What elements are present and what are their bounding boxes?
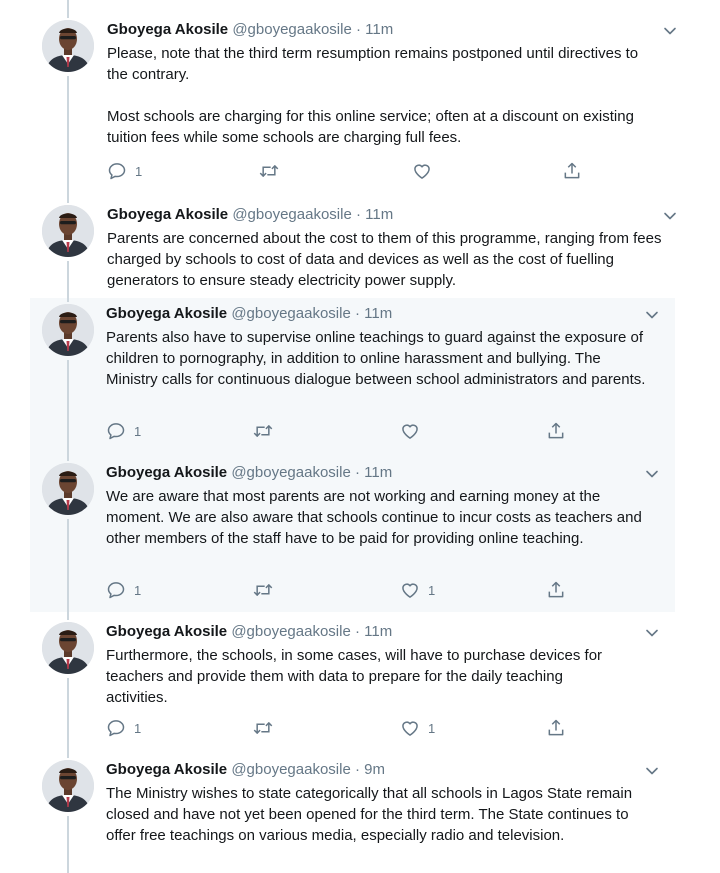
separator-dot: · bbox=[355, 21, 361, 38]
thread-line bbox=[67, 678, 69, 752]
reply-button[interactable] bbox=[107, 160, 142, 182]
tweet-header bbox=[106, 463, 392, 483]
tweet-paragraph: Parents are concerned about the cost to them of this programme, ranging from fees charged by schools to cost of data and devices as well as the cost of fuelling generators to ensure steady electricity power supply. bbox=[107, 230, 662, 289]
reply-count: 1 bbox=[134, 423, 142, 439]
like-button[interactable] bbox=[400, 717, 435, 739]
thread-line bbox=[67, 0, 69, 18]
author-handle[interactable]: @gboyegaakosile bbox=[232, 206, 352, 223]
chevron-down-icon[interactable] bbox=[644, 763, 660, 779]
tweet-text bbox=[106, 327, 651, 390]
chevron-down-icon[interactable] bbox=[644, 625, 660, 641]
share-icon bbox=[546, 718, 566, 738]
timestamp[interactable]: 11m bbox=[365, 206, 394, 223]
retweet-button[interactable] bbox=[258, 160, 288, 182]
thread-line bbox=[67, 612, 69, 620]
share-button[interactable] bbox=[546, 717, 566, 739]
separator-dot: · bbox=[354, 464, 360, 481]
retweet-button[interactable] bbox=[252, 420, 282, 442]
share-button[interactable] bbox=[546, 579, 566, 601]
like-count: 1 bbox=[428, 582, 436, 598]
like-button[interactable] bbox=[400, 579, 435, 601]
reply-count: 1 bbox=[134, 720, 142, 736]
reply-count: 1 bbox=[135, 163, 143, 179]
author-name[interactable]: Gboyega Akosile bbox=[106, 623, 228, 640]
thread-line bbox=[67, 752, 69, 758]
avatar[interactable] bbox=[42, 622, 94, 674]
tweet-text bbox=[107, 228, 672, 291]
avatar[interactable] bbox=[42, 20, 94, 72]
reply-icon bbox=[106, 421, 126, 441]
timestamp[interactable]: 9m bbox=[364, 761, 385, 778]
share-icon bbox=[546, 421, 566, 441]
chevron-down-icon[interactable] bbox=[644, 307, 660, 323]
tweet-actions bbox=[0, 160, 720, 182]
thread-line bbox=[67, 196, 69, 203]
reply-button[interactable] bbox=[106, 579, 141, 601]
author-name[interactable]: Gboyega Akosile bbox=[106, 464, 228, 481]
heart-icon bbox=[400, 718, 420, 738]
tweet-paragraph: Parents also have to supervise online teachings to guard against the exposure of children to pornography, in addition to online harassment and bullying. The Ministry calls for continuous dialogue between school administrators and parents. bbox=[106, 329, 646, 388]
tweet-paragraph: Most schools are charging for this online service; often at a discount on existing tuition fees while some schools are charging full fees. bbox=[107, 108, 634, 146]
separator-dot: · bbox=[354, 761, 360, 778]
share-button[interactable] bbox=[546, 420, 566, 442]
share-icon bbox=[562, 161, 582, 181]
thread-line bbox=[67, 298, 69, 302]
retweet-icon bbox=[252, 421, 274, 441]
tweet-actions bbox=[0, 717, 720, 739]
like-count: 1 bbox=[428, 720, 436, 736]
separator-dot: · bbox=[355, 206, 361, 223]
retweet-button[interactable] bbox=[252, 579, 282, 601]
author-handle[interactable]: @gboyegaakosile bbox=[231, 464, 351, 481]
heart-icon bbox=[412, 161, 432, 181]
reply-icon bbox=[107, 161, 127, 181]
tweet-paragraph: We are aware that most parents are not working and earning money at the moment. We are also aware that schools continue to incur costs as teachers and other members of the staff have to be paid for providing online teaching. bbox=[106, 488, 642, 547]
retweet-icon bbox=[252, 718, 274, 738]
tweet-header bbox=[106, 622, 392, 642]
author-handle[interactable]: @gboyegaakosile bbox=[231, 761, 351, 778]
like-button[interactable] bbox=[412, 160, 440, 182]
reply-button[interactable] bbox=[106, 420, 141, 442]
author-name[interactable]: Gboyega Akosile bbox=[106, 305, 228, 322]
timestamp[interactable]: 11m bbox=[365, 21, 394, 38]
like-button[interactable] bbox=[400, 420, 428, 442]
reply-icon bbox=[106, 718, 126, 738]
tweet-actions bbox=[0, 420, 720, 442]
tweet-paragraph: Furthermore, the schools, in some cases, will have to purchase devices for teachers and provide them with data to prepare for the daily teaching activities. bbox=[106, 647, 603, 706]
share-button[interactable] bbox=[562, 160, 582, 182]
author-handle[interactable]: @gboyegaakosile bbox=[231, 305, 351, 322]
thread-line bbox=[67, 261, 69, 298]
author-name[interactable]: Gboyega Akosile bbox=[107, 206, 229, 223]
retweet-button[interactable] bbox=[252, 717, 282, 739]
author-name[interactable]: Gboyega Akosile bbox=[107, 21, 229, 38]
timestamp[interactable]: 11m bbox=[364, 623, 393, 640]
tweet-header bbox=[106, 760, 385, 780]
chevron-down-icon[interactable] bbox=[644, 466, 660, 482]
tweet-paragraph: Please, note that the third term resumption remains postponed until directives to the contrary. bbox=[107, 45, 639, 83]
avatar[interactable] bbox=[42, 205, 94, 257]
author-handle[interactable]: @gboyegaakosile bbox=[232, 21, 352, 38]
timestamp[interactable]: 11m bbox=[364, 305, 393, 322]
reply-count: 1 bbox=[134, 582, 142, 598]
thread-line bbox=[67, 360, 69, 458]
retweet-icon bbox=[258, 161, 280, 181]
reply-icon bbox=[106, 580, 126, 600]
chevron-down-icon[interactable] bbox=[662, 208, 678, 224]
tweet-text bbox=[106, 783, 646, 846]
tweet-text bbox=[107, 43, 647, 148]
separator-dot: · bbox=[354, 623, 360, 640]
avatar[interactable] bbox=[42, 304, 94, 356]
heart-icon bbox=[400, 580, 420, 600]
tweet-text bbox=[106, 486, 656, 549]
reply-button[interactable] bbox=[106, 717, 141, 739]
heart-icon bbox=[400, 421, 420, 441]
separator-dot: · bbox=[354, 305, 360, 322]
tweet-header bbox=[107, 205, 393, 225]
tweet-header bbox=[106, 304, 392, 324]
tweet-header bbox=[107, 20, 393, 40]
timestamp[interactable]: 11m bbox=[364, 464, 393, 481]
avatar[interactable] bbox=[42, 463, 94, 515]
tweet-actions bbox=[0, 579, 720, 601]
retweet-icon bbox=[252, 580, 274, 600]
avatar[interactable] bbox=[42, 760, 94, 812]
share-icon bbox=[546, 580, 566, 600]
tweet-text bbox=[106, 645, 626, 708]
chevron-down-icon[interactable] bbox=[662, 23, 678, 39]
thread-line bbox=[67, 816, 69, 873]
author-handle[interactable]: @gboyegaakosile bbox=[231, 623, 351, 640]
thread-line bbox=[67, 458, 69, 461]
author-name[interactable]: Gboyega Akosile bbox=[106, 761, 228, 778]
tweet-paragraph: The Ministry wishes to state categorically that all schools in Lagos State remain closed and have not yet been opened for the third term. The State continues to offer free teachings on various media, especially radio and television. bbox=[106, 785, 633, 844]
